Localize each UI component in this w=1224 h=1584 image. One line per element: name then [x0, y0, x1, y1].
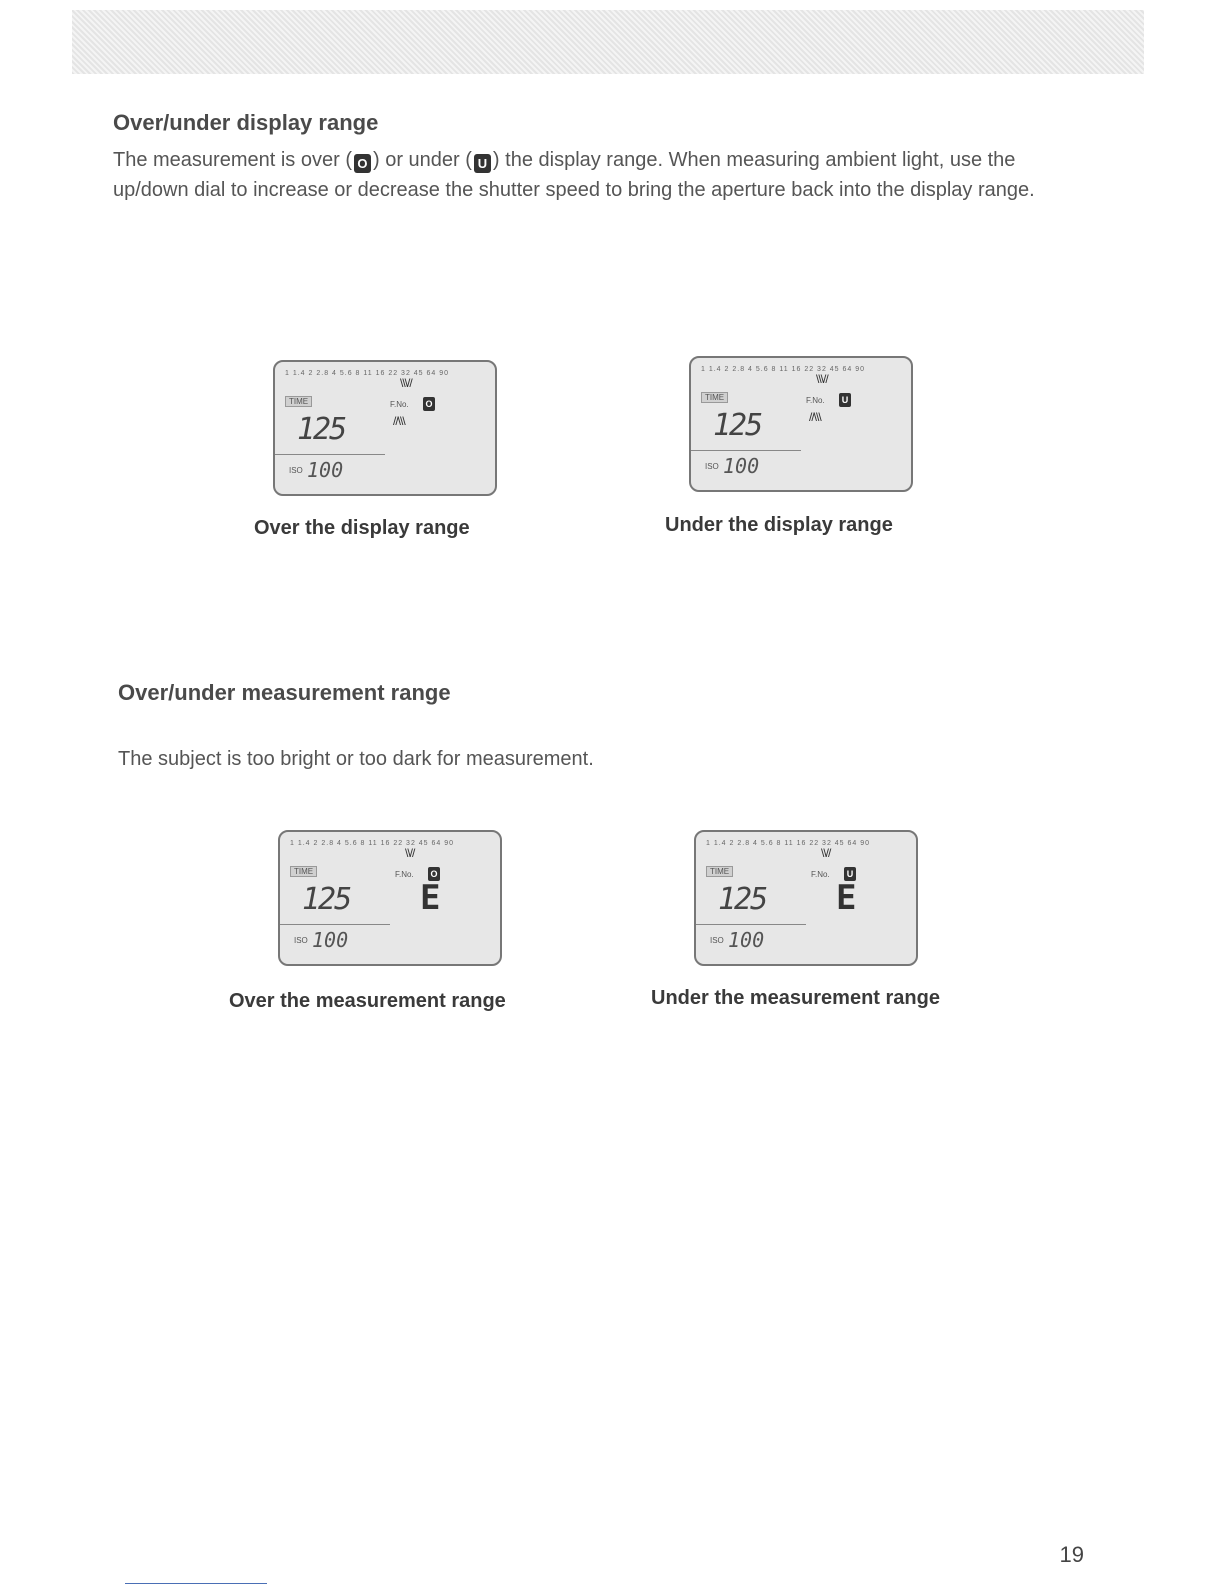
- over-icon: O: [423, 397, 435, 411]
- error-indicator: E: [420, 878, 441, 918]
- aperture-scale: 1 1.4 2 2.8 4 5.6 8 11 16 22 32 45 64 90: [701, 366, 866, 373]
- caption-under-display: Under the display range: [665, 514, 893, 536]
- aperture-scale: 1 1.4 2 2.8 4 5.6 8 11 16 22 32 45 64 90: [285, 370, 450, 377]
- section-title-measurement-range: Over/under measurement range: [118, 680, 451, 705]
- lcd-display-under: [689, 356, 913, 492]
- aperture-scale: 1 1.4 2 2.8 4 5.6 8 11 16 22 32 45 64 90: [706, 840, 871, 847]
- shutter-speed-value: 125: [713, 408, 762, 443]
- fno-label: F.No.: [390, 400, 409, 409]
- caption-under-measurement: Under the measurement range: [651, 987, 940, 1009]
- error-indicator: E: [836, 878, 857, 918]
- para-text-1: The measurement is over (: [113, 149, 352, 171]
- tick-marks: \\//: [821, 846, 831, 860]
- divider: [280, 924, 390, 925]
- iso-label: ISO: [705, 462, 719, 471]
- tick-marks: \\\//: [400, 376, 412, 390]
- measurement-range-paragraph: The subject is too bright or too dark for measurement.: [118, 748, 594, 770]
- iso-label: ISO: [294, 936, 308, 945]
- lcd-display-over: [273, 360, 497, 496]
- caption-over-measurement: Over the measurement range: [229, 990, 506, 1012]
- divider: [691, 450, 801, 451]
- page-number: 19: [1059, 1542, 1084, 1567]
- iso-value: 100: [307, 458, 344, 482]
- fno-label: F.No.: [395, 870, 414, 879]
- lcd-measurement-under: [694, 830, 918, 966]
- time-mode-label: TIME: [701, 392, 728, 403]
- header-band: [72, 10, 1144, 74]
- iso-label: ISO: [289, 466, 303, 475]
- time-mode-label: TIME: [285, 396, 312, 407]
- time-mode-label: TIME: [290, 866, 317, 877]
- shutter-speed-value: 125: [302, 882, 351, 917]
- iso-value: 100: [723, 454, 760, 478]
- under-icon: U: [844, 867, 856, 881]
- tick-marks: //\\\: [809, 410, 821, 424]
- caption-over-display: Over the display range: [254, 517, 470, 539]
- aperture-scale: 1 1.4 2 2.8 4 5.6 8 11 16 22 32 45 64 90: [290, 840, 455, 847]
- divider: [696, 924, 806, 925]
- under-icon: U: [474, 154, 491, 173]
- para-text-3: ) the display range. When measuring ambient light, use the up/down dial to increase or decrease the shutter speed to bring the aperture back into the display range.: [113, 149, 1035, 201]
- divider: [275, 454, 385, 455]
- time-mode-label: TIME: [706, 866, 733, 877]
- shutter-speed-value: 125: [297, 412, 346, 447]
- tick-marks: \\//: [405, 846, 415, 860]
- fno-label: F.No.: [811, 870, 830, 879]
- iso-value: 100: [312, 928, 349, 952]
- para-text-2: ) or under (: [372, 149, 472, 171]
- tick-marks: \\\//: [816, 372, 828, 386]
- iso-value: 100: [728, 928, 765, 952]
- over-icon: O: [428, 867, 440, 881]
- over-icon: O: [354, 154, 371, 173]
- lcd-measurement-over: [278, 830, 502, 966]
- shutter-speed-value: 125: [718, 882, 767, 917]
- display-range-paragraph: [113, 145, 1083, 205]
- iso-label: ISO: [710, 936, 724, 945]
- under-icon: U: [839, 393, 851, 407]
- fno-label: F.No.: [806, 396, 825, 405]
- tick-marks: //\\\: [393, 414, 405, 428]
- section-title-display-range: Over/under display range: [113, 110, 379, 135]
